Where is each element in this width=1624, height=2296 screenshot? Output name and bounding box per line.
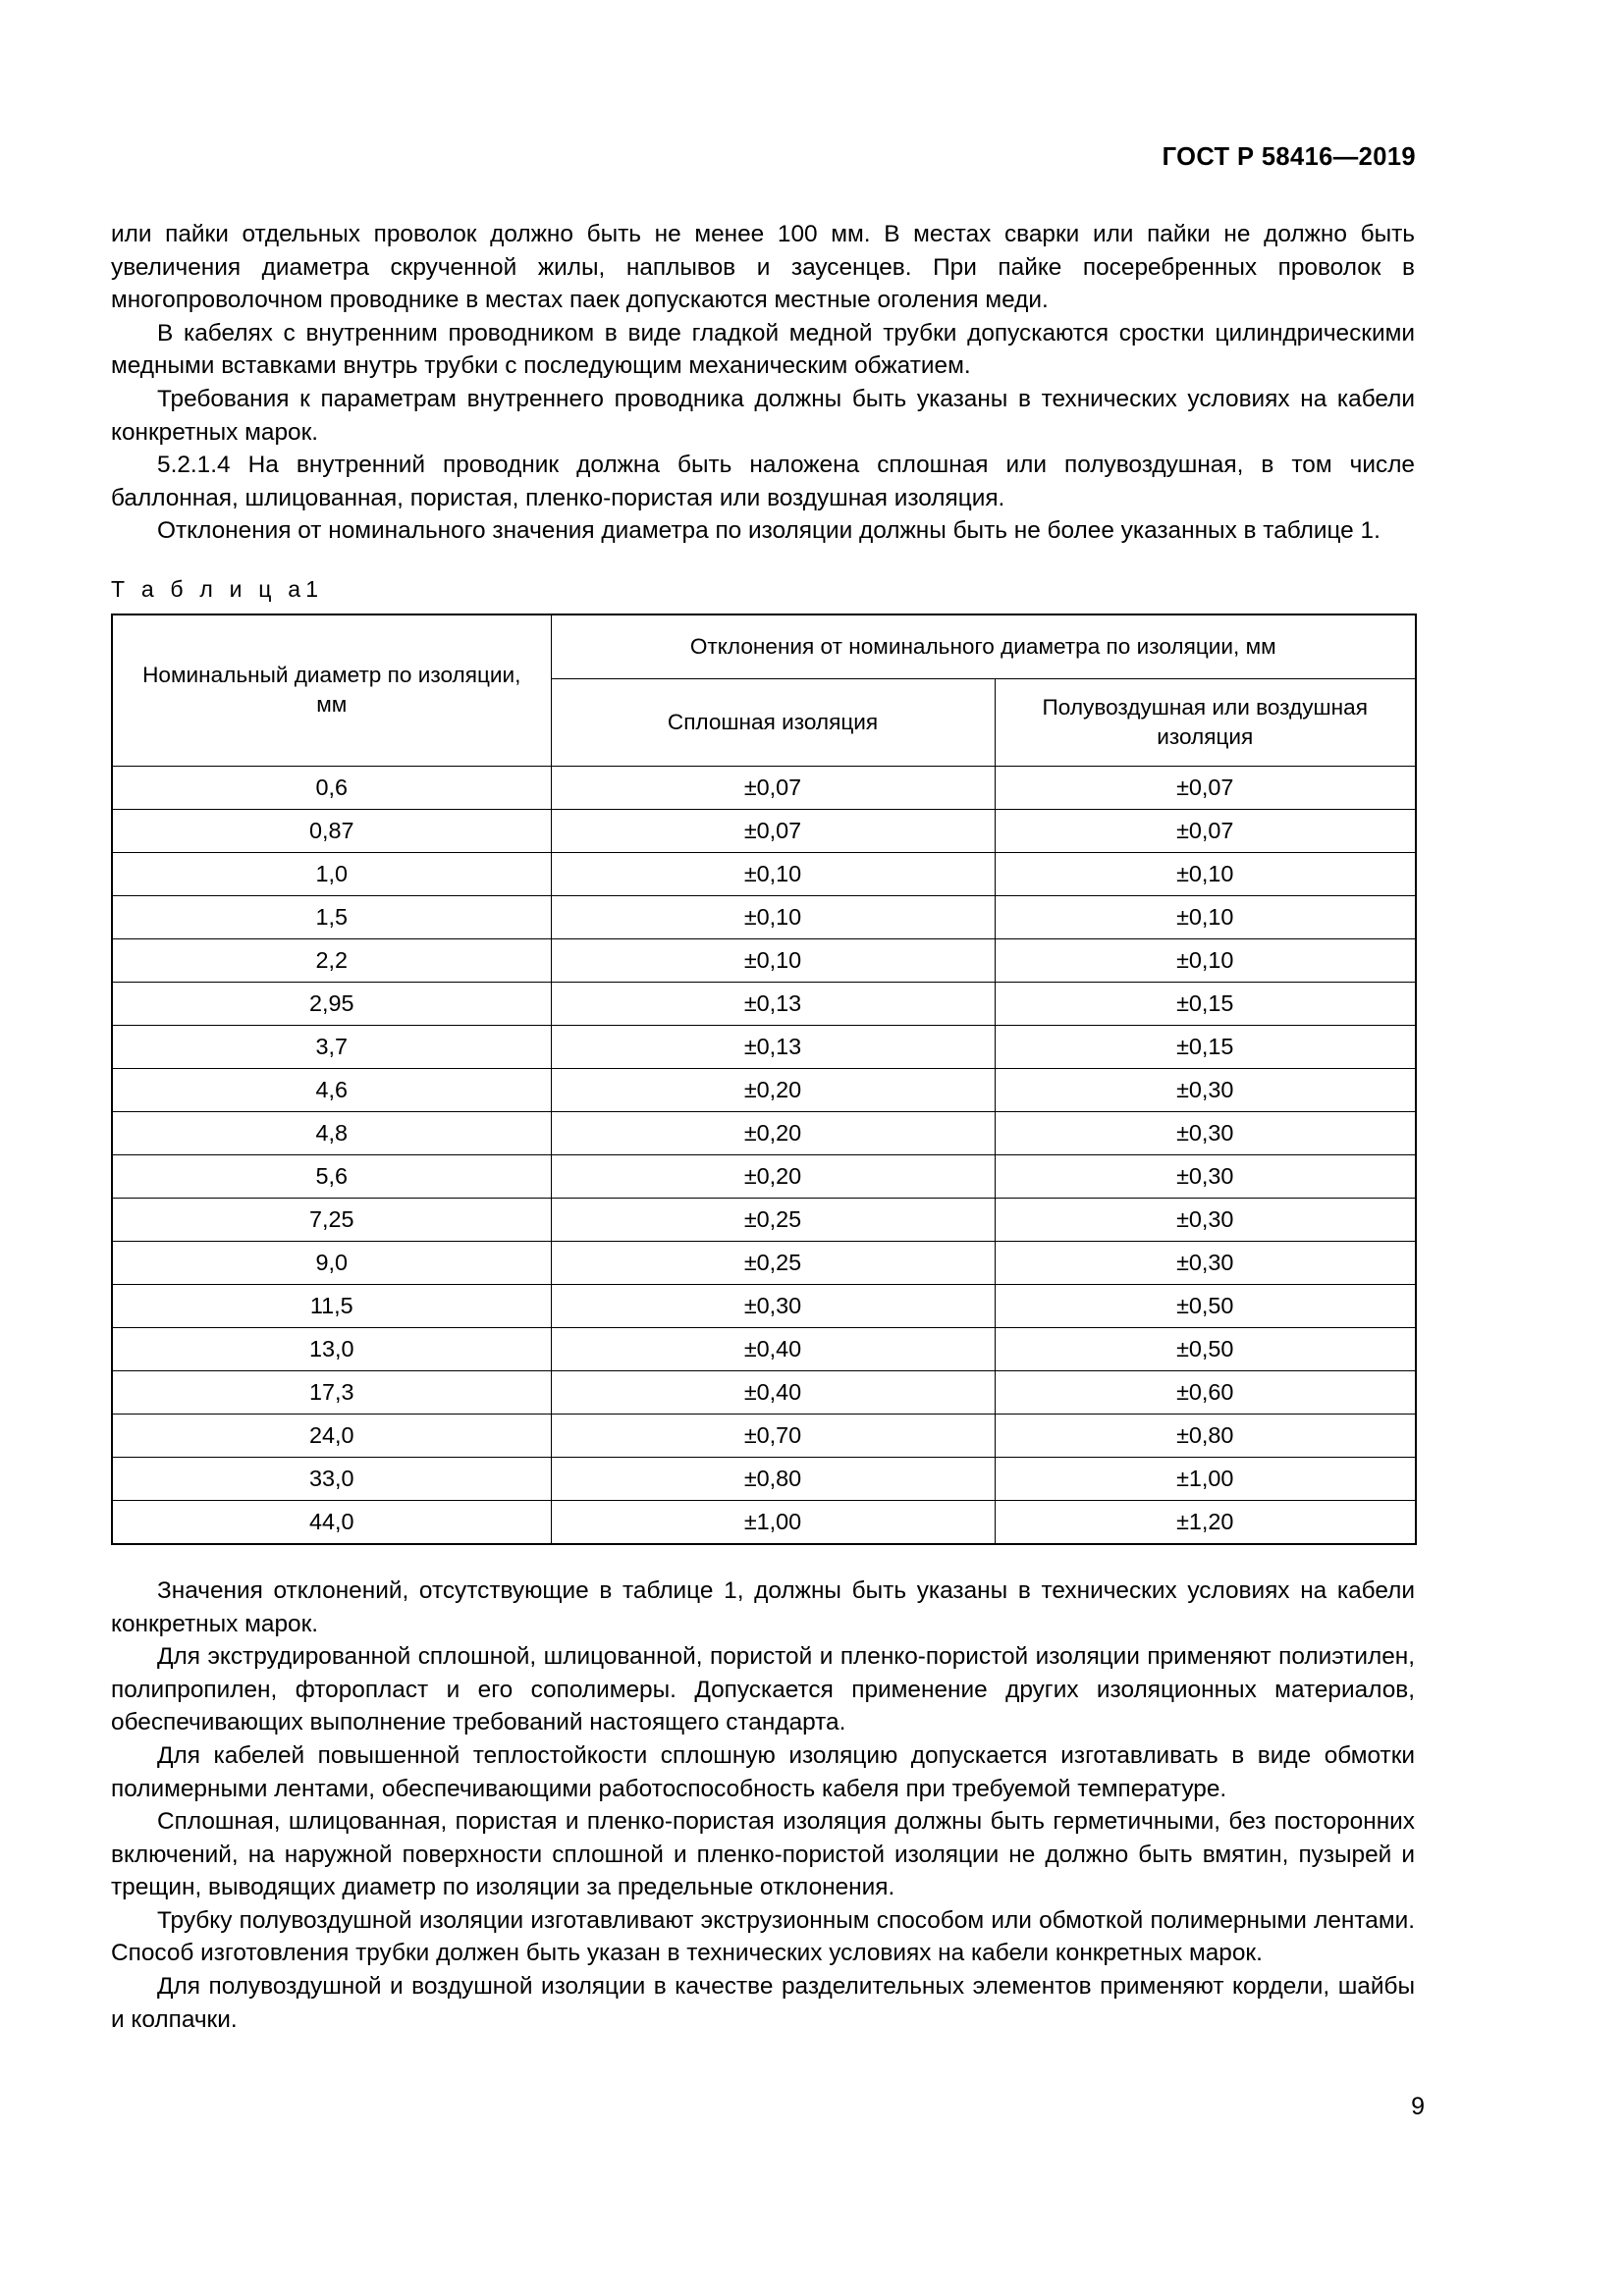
table-row bbox=[112, 1025, 1416, 1068]
table-row bbox=[112, 1327, 1416, 1370]
table-row bbox=[112, 1500, 1416, 1544]
cell-semi-air-insulation-deviation: ±0,10 bbox=[995, 938, 1416, 982]
paragraph-deviation-reference: Отклонения от номинального значения диаметра по изоляции должны быть не более указанных в таблице 1. bbox=[157, 517, 1380, 545]
table-header bbox=[112, 614, 1416, 767]
cell-semi-air-insulation-deviation: ±0,30 bbox=[995, 1111, 1416, 1154]
cell-solid-insulation-deviation: ±0,10 bbox=[551, 895, 995, 938]
cell-nominal-diameter: 13,0 bbox=[112, 1327, 551, 1370]
table-row bbox=[112, 938, 1416, 982]
cell-semi-air-insulation-deviation: ±1,20 bbox=[995, 1500, 1416, 1544]
column-header-nominal-diameter: Номинальный диаметр по изоляции, мм bbox=[112, 614, 551, 767]
table-row bbox=[112, 1284, 1416, 1327]
cell-solid-insulation-deviation: ±0,07 bbox=[551, 809, 995, 852]
document-header-standard-number: ГОСТ Р 58416—2019 bbox=[1162, 143, 1416, 171]
table-row bbox=[112, 1370, 1416, 1414]
cell-nominal-diameter: 4,6 bbox=[112, 1068, 551, 1111]
cell-semi-air-insulation-deviation: ±0,50 bbox=[995, 1284, 1416, 1327]
cell-solid-insulation-deviation: ±0,30 bbox=[551, 1284, 995, 1327]
column-header-solid-insulation: Сплошная изоляция bbox=[551, 678, 995, 766]
cell-semi-air-insulation-deviation: ±0,15 bbox=[995, 1025, 1416, 1068]
paragraph-heat-resistant-cables: Для кабелей повышенной теплостойкости сплошную изоляцию допускается изготавливать в виде обмотки полимерными лентами, обеспечивающими работоспособность кабеля при требуемой температуре. bbox=[111, 1741, 1415, 1802]
paragraph-missing-deviations: Значения отклонений, отсутствующие в таблице 1, должны быть указаны в технических условиях на кабели конкретных марок. bbox=[111, 1576, 1415, 1637]
cell-solid-insulation-deviation: ±0,10 bbox=[551, 938, 995, 982]
table-header-row-1 bbox=[112, 614, 1416, 679]
cell-nominal-diameter: 4,8 bbox=[112, 1111, 551, 1154]
table-row bbox=[112, 1068, 1416, 1111]
cell-solid-insulation-deviation: ±0,20 bbox=[551, 1111, 995, 1154]
cell-semi-air-insulation-deviation: ±0,30 bbox=[995, 1241, 1416, 1284]
cell-solid-insulation-deviation: ±0,07 bbox=[551, 766, 995, 809]
table-caption bbox=[111, 576, 1415, 603]
cell-nominal-diameter: 17,3 bbox=[112, 1370, 551, 1414]
table-body bbox=[112, 766, 1416, 1544]
cell-nominal-diameter: 0,87 bbox=[112, 809, 551, 852]
cell-semi-air-insulation-deviation: ±0,07 bbox=[995, 766, 1416, 809]
cell-solid-insulation-deviation: ±1,00 bbox=[551, 1500, 995, 1544]
cell-nominal-diameter: 2,2 bbox=[112, 938, 551, 982]
column-header-deviation-group: Отклонения от номинального диаметра по изоляции, мм bbox=[551, 614, 1416, 679]
paragraph-extruded-insulation-materials: Для экструдированной сплошной, шлицованной, пористой и пленко-пористой изоляции применяют полиэтилен, полипропилен, фторопласт и его сополимеры. Допускается применение других изоляционных материалов, обеспечивающих выполнение требований настоящего стандарта. bbox=[111, 1643, 1415, 1736]
cell-solid-insulation-deviation: ±0,13 bbox=[551, 982, 995, 1025]
table-row bbox=[112, 1198, 1416, 1241]
paragraph-insulation-tightness: Сплошная, шлицованная, пористая и пленко-пористая изоляция должны быть герметичными, без посторонних включений, на наружной поверхности сплошной и пленко-пористой изоляции не должно быть вмятин, пузырей и трещин, выводящих диаметр по изоляции за предельные отклонения. bbox=[111, 1808, 1415, 1901]
cell-semi-air-insulation-deviation: ±0,30 bbox=[995, 1068, 1416, 1111]
cell-solid-insulation-deviation: ±0,70 bbox=[551, 1414, 995, 1457]
cell-nominal-diameter: 3,7 bbox=[112, 1025, 551, 1068]
paragraph-semi-air-tube-manufacture: Трубку полувоздушной изоляции изготавливают экструзионным способом или обмоткой полимерными лентами. Способ изготовления трубки должен быть указан в технических условиях на кабели конкретных марок. bbox=[111, 1906, 1415, 1967]
cell-solid-insulation-deviation: ±0,25 bbox=[551, 1198, 995, 1241]
cell-semi-air-insulation-deviation: ±0,80 bbox=[995, 1414, 1416, 1457]
table-row bbox=[112, 895, 1416, 938]
cell-semi-air-insulation-deviation: ±0,07 bbox=[995, 809, 1416, 852]
paragraph-conductor-requirements: Требования к параметрам внутреннего проводника должны быть указаны в технических условиях на кабели конкретных марок. bbox=[111, 385, 1415, 446]
cell-nominal-diameter: 0,6 bbox=[112, 766, 551, 809]
table-row bbox=[112, 1241, 1416, 1284]
cell-nominal-diameter: 1,5 bbox=[112, 895, 551, 938]
cell-solid-insulation-deviation: ±0,13 bbox=[551, 1025, 995, 1068]
table-row bbox=[112, 1111, 1416, 1154]
table-caption-label: Т а б л и ц а bbox=[111, 575, 306, 602]
cell-solid-insulation-deviation: ±0,80 bbox=[551, 1457, 995, 1500]
paragraph-cable-inner-conductor: В кабелях с внутренним проводником в виде гладкой медной трубки допускаются сростки цилиндрическими медными вставками внутрь трубки с последующим механическим обжатием. bbox=[111, 319, 1415, 380]
cell-nominal-diameter: 33,0 bbox=[112, 1457, 551, 1500]
cell-solid-insulation-deviation: ±0,10 bbox=[551, 852, 995, 895]
cell-nominal-diameter: 11,5 bbox=[112, 1284, 551, 1327]
cell-semi-air-insulation-deviation: ±0,30 bbox=[995, 1198, 1416, 1241]
table-row bbox=[112, 809, 1416, 852]
cell-semi-air-insulation-deviation: ±0,10 bbox=[995, 852, 1416, 895]
cell-nominal-diameter: 24,0 bbox=[112, 1414, 551, 1457]
paragraphs-after-table bbox=[111, 1575, 1415, 2036]
cell-semi-air-insulation-deviation: ±0,60 bbox=[995, 1370, 1416, 1414]
cell-solid-insulation-deviation: ±0,40 bbox=[551, 1327, 995, 1370]
cell-semi-air-insulation-deviation: ±0,50 bbox=[995, 1327, 1416, 1370]
cell-nominal-diameter: 2,95 bbox=[112, 982, 551, 1025]
cell-semi-air-insulation-deviation: ±0,10 bbox=[995, 895, 1416, 938]
paragraph-separating-elements: Для полувоздушной и воздушной изоляции в качестве разделительных элементов применяют кордели, шайбы и колпачки. bbox=[111, 1973, 1415, 2033]
cell-semi-air-insulation-deviation: ±0,15 bbox=[995, 982, 1416, 1025]
cell-nominal-diameter: 44,0 bbox=[112, 1500, 551, 1544]
table-row bbox=[112, 1414, 1416, 1457]
cell-nominal-diameter: 1,0 bbox=[112, 852, 551, 895]
table-row bbox=[112, 766, 1416, 809]
table-row bbox=[112, 852, 1416, 895]
cell-solid-insulation-deviation: ±0,20 bbox=[551, 1068, 995, 1111]
cell-solid-insulation-deviation: ±0,25 bbox=[551, 1241, 995, 1284]
column-header-semi-air-insulation: Полувоздушная или воздушная изоляция bbox=[995, 678, 1416, 766]
table-caption-number: 1 bbox=[305, 575, 318, 602]
page-content bbox=[111, 218, 1415, 2036]
table-row bbox=[112, 1154, 1416, 1198]
paragraph-continued: или пайки отдельных проволок должно быть не менее 100 мм. В местах сварки или пайки не должно быть увеличения диаметра скрученной жилы, наплывов и заусенцев. При пайке посеребренных проволок в многопроволочном проводнике в местах паек допускаются местные оголения меди. bbox=[111, 221, 1415, 314]
table-row bbox=[112, 982, 1416, 1025]
page-number: 9 bbox=[1411, 2093, 1425, 2120]
cell-semi-air-insulation-deviation: ±0,30 bbox=[995, 1154, 1416, 1198]
cell-nominal-diameter: 7,25 bbox=[112, 1198, 551, 1241]
cell-solid-insulation-deviation: ±0,40 bbox=[551, 1370, 995, 1414]
deviation-table bbox=[111, 614, 1417, 1545]
table-row bbox=[112, 1457, 1416, 1500]
cell-solid-insulation-deviation: ±0,20 bbox=[551, 1154, 995, 1198]
cell-nominal-diameter: 9,0 bbox=[112, 1241, 551, 1284]
cell-nominal-diameter: 5,6 bbox=[112, 1154, 551, 1198]
paragraph-clause-5-2-1-4: 5.2.1.4 На внутренний проводник должна быть наложена сплошная или полувоздушная, в том числе баллонная, шлицованная, пористая, пленко-пористая или воздушная изоляция. bbox=[111, 452, 1415, 511]
cell-semi-air-insulation-deviation: ±1,00 bbox=[995, 1457, 1416, 1500]
